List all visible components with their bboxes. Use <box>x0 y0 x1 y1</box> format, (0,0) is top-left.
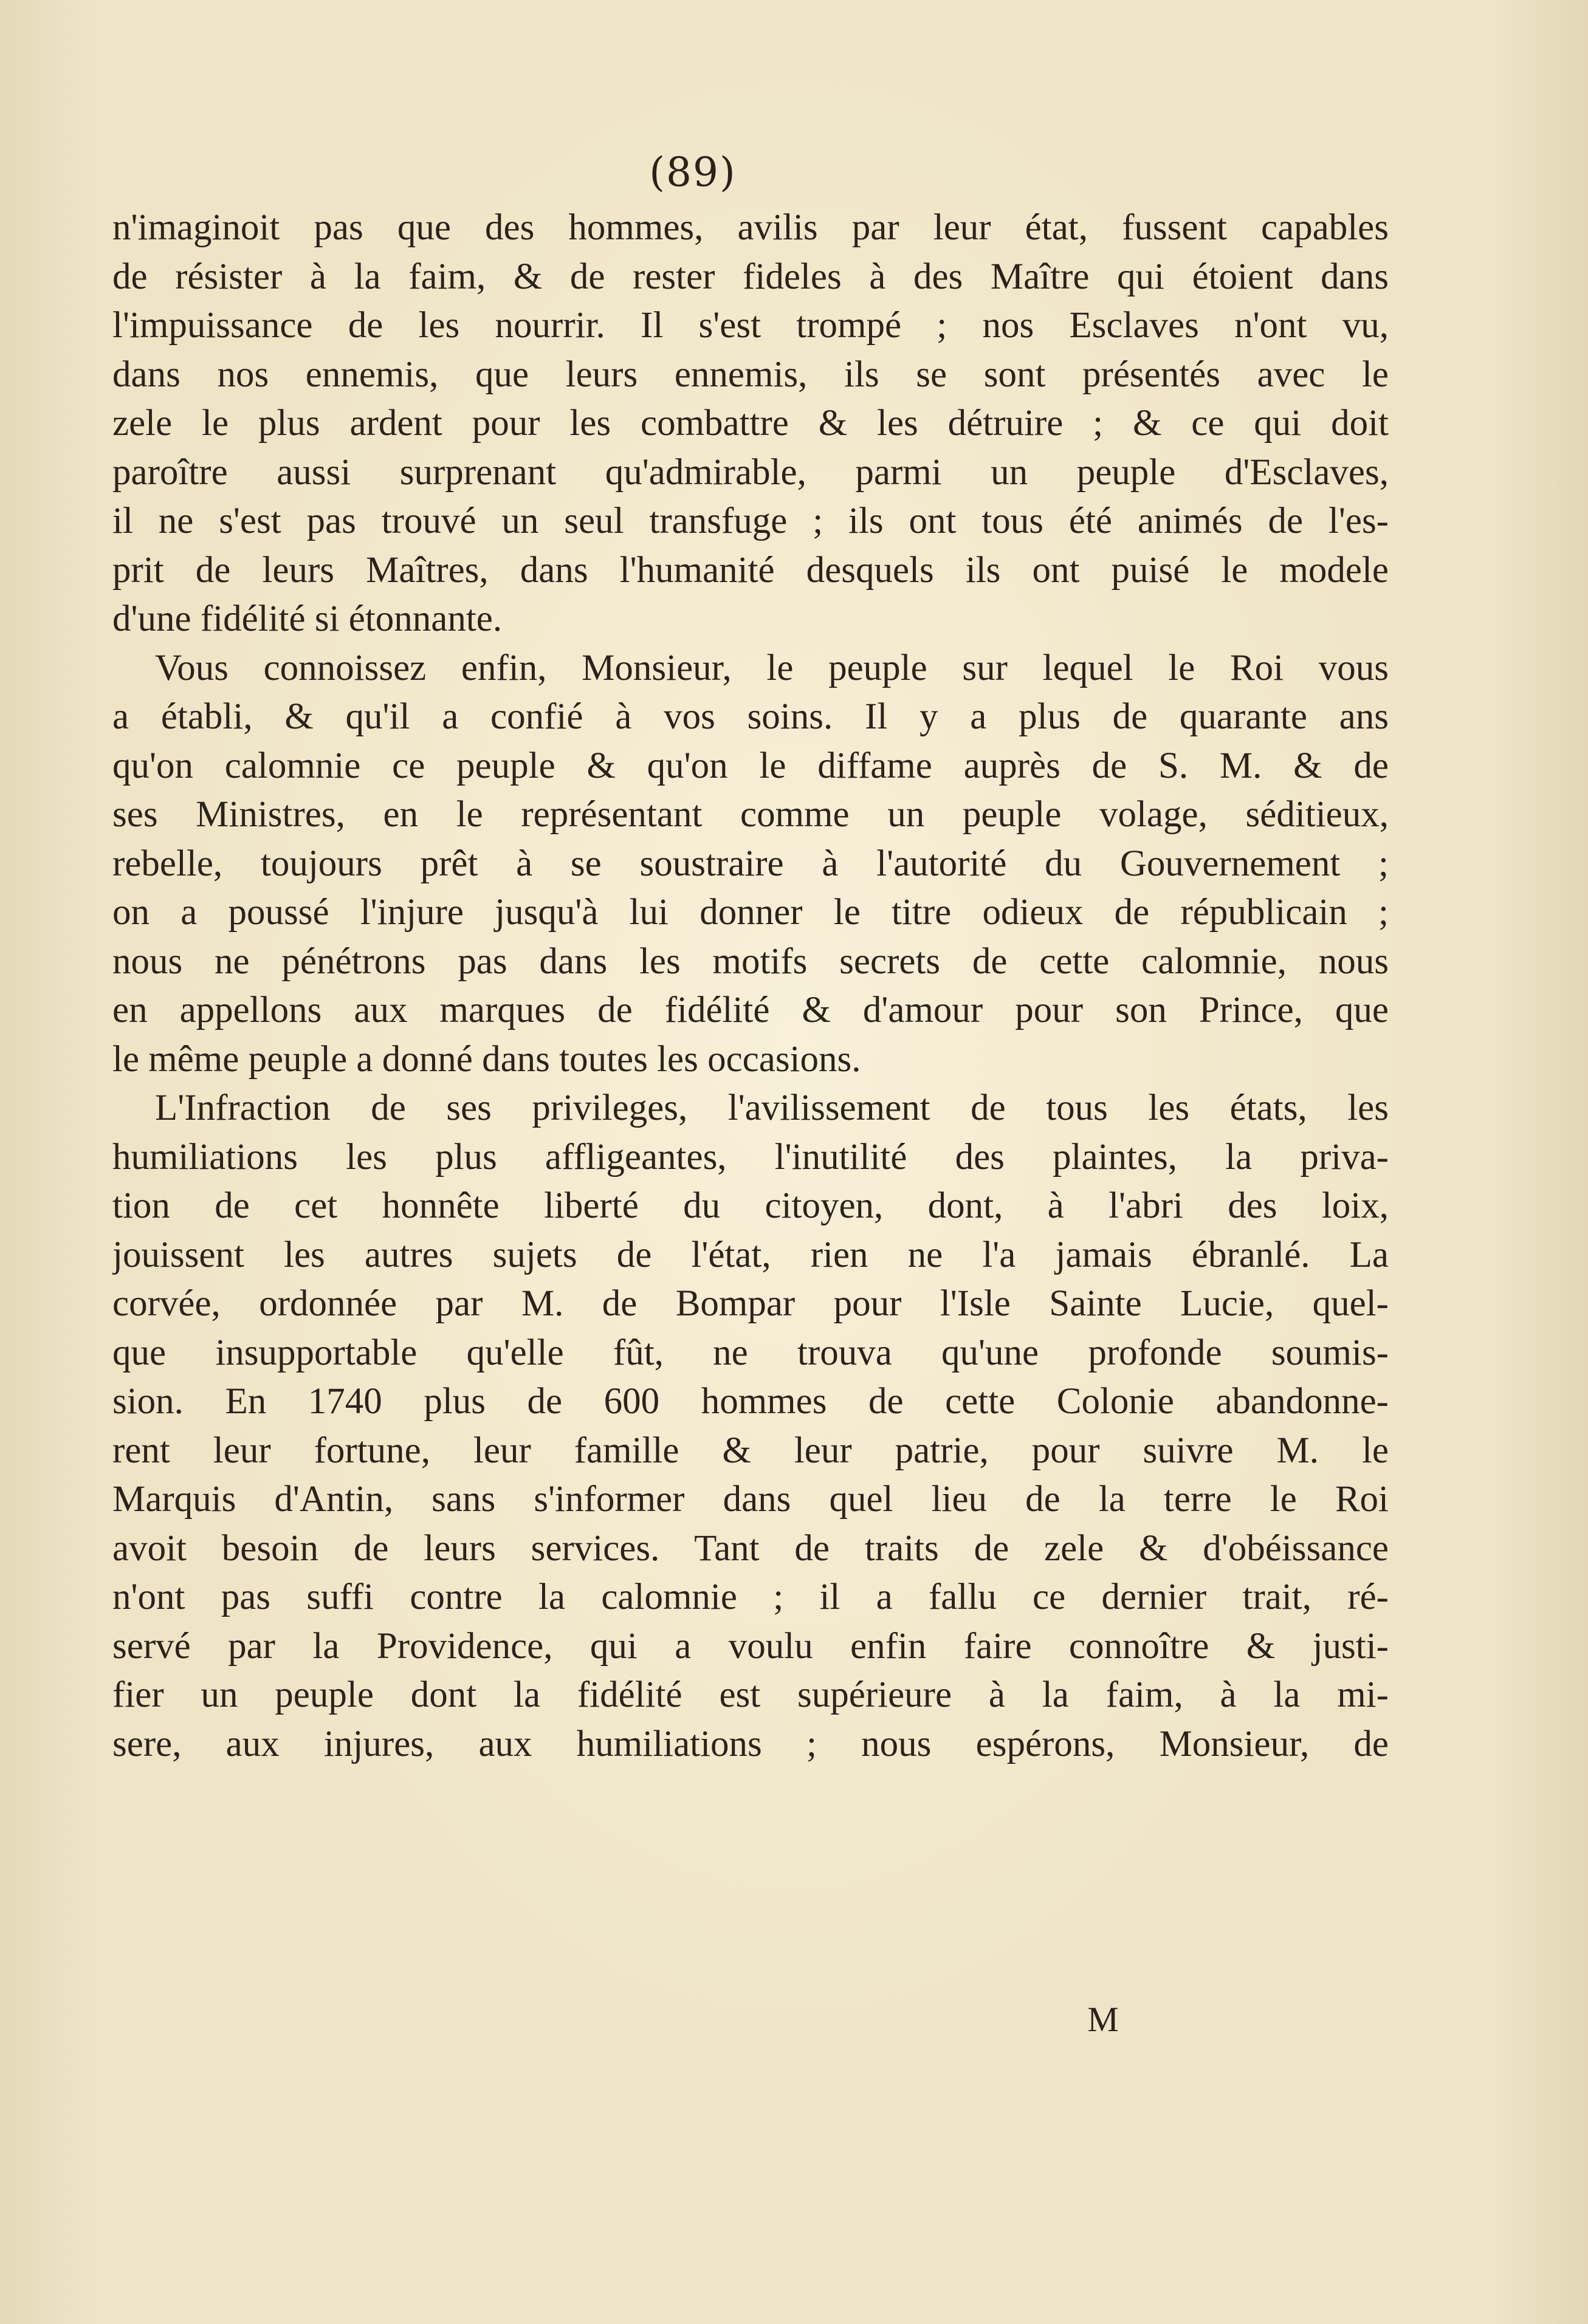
text-line: avoit besoin de leurs services. Tant de traits de zele & d'obéissance <box>112 1527 1389 1569</box>
text-line: corvée, ordonnée par M. de Bompar pour l'Isle Sainte Lucie, quel- <box>112 1283 1389 1324</box>
text-line: ses Ministres, en le représentant comme un peuple volage, séditieux, <box>112 794 1389 835</box>
text-line: zele le plus ardent pour les combattre & les détruire ; & ce qui doit <box>112 403 1389 444</box>
text-line: jouissent les autres sujets de l'état, rien ne l'a jamais ébranlé. La <box>112 1234 1389 1275</box>
body-text <box>112 204 1389 1769</box>
text-line: humiliations les plus affligeantes, l'inutilité des plaintes, la priva- <box>112 1136 1389 1177</box>
text-line: fier un peuple dont la fidélité est supérieure à la faim, à la mi- <box>112 1674 1389 1715</box>
text-line: n'ont pas suffi contre la calomnie ; il a fallu ce dernier trait, ré- <box>112 1577 1389 1617</box>
text-line: servé par la Providence, qui a voulu enfin faire connoître & justi- <box>112 1625 1389 1667</box>
paragraph-start-line: Vous connoissez enfin, Monsieur, le peuple sur lequel le Roi vous <box>155 647 1389 688</box>
text-line: tion de cet honnête liberté du citoyen, dont, à l'abri des loix, <box>112 1185 1389 1226</box>
text-line: sere, aux injures, aux humiliations ; nous espérons, Monsieur, de <box>112 1723 1389 1764</box>
text-line: paroître aussi surprenant qu'admirable, parmi un peuple d'Esclaves, <box>112 451 1389 493</box>
page-number: (89) <box>649 149 737 196</box>
text-line: n'imaginoit pas que des hommes, avilis par leur état, fussent capables <box>112 207 1389 248</box>
text-line: qu'on calomnie ce peuple & qu'on le diffame auprès de S. M. & de <box>112 745 1389 786</box>
text-line: que insupportable qu'elle fût, ne trouva qu'une profonde soumis- <box>112 1332 1389 1373</box>
text-line: dans nos ennemis, que leurs ennemis, ils se sont présentés avec le <box>112 354 1389 395</box>
paragraph-end-line: d'une fidélité si étonnante. <box>112 598 503 639</box>
text-line: il ne s'est pas trouvé un seul transfuge ; ils ont tous été animés de l'es- <box>112 501 1389 541</box>
text-line: Marquis d'Antin, sans s'informer dans quel lieu de la terre le Roi <box>112 1479 1389 1520</box>
paragraph-start-line: L'Infraction de ses privileges, l'avilissement de tous les états, les <box>155 1088 1389 1128</box>
text-line: a établi, & qu'il a confié à vos soins. Il y a plus de quarante ans <box>112 696 1389 737</box>
text-line: sion. En 1740 plus de 600 hommes de cette Colonie abandonne- <box>112 1381 1389 1422</box>
text-line: en appellons aux marques de fidélité & d'amour pour son Prince, que <box>112 990 1389 1030</box>
text-line: nous ne pénétrons pas dans les motifs secrets de cette calomnie, nous <box>112 941 1389 982</box>
text-line: rent leur fortune, leur famille & leur patrie, pour suivre M. le <box>112 1430 1389 1471</box>
catchword: M <box>1087 2000 1119 2039</box>
paragraph-end-line: le même peuple a donné dans toutes les occasions. <box>112 1038 861 1080</box>
text-line: prit de leurs Maîtres, dans l'humanité desquels ils ont puisé le modele <box>112 549 1389 591</box>
text-line: de résister à la faim, & de rester fideles à des Maître qui étoient dans <box>112 256 1389 297</box>
text-line: on a poussé l'injure jusqu'à lui donner le titre odieux de républicain ; <box>112 892 1389 933</box>
text-line: l'impuissance de les nourrir. Il s'est trompé ; nos Esclaves n'ont vu, <box>112 305 1389 346</box>
text-line: rebelle, toujours prêt à se soustraire à l'autorité du Gouvernement ; <box>112 843 1389 884</box>
